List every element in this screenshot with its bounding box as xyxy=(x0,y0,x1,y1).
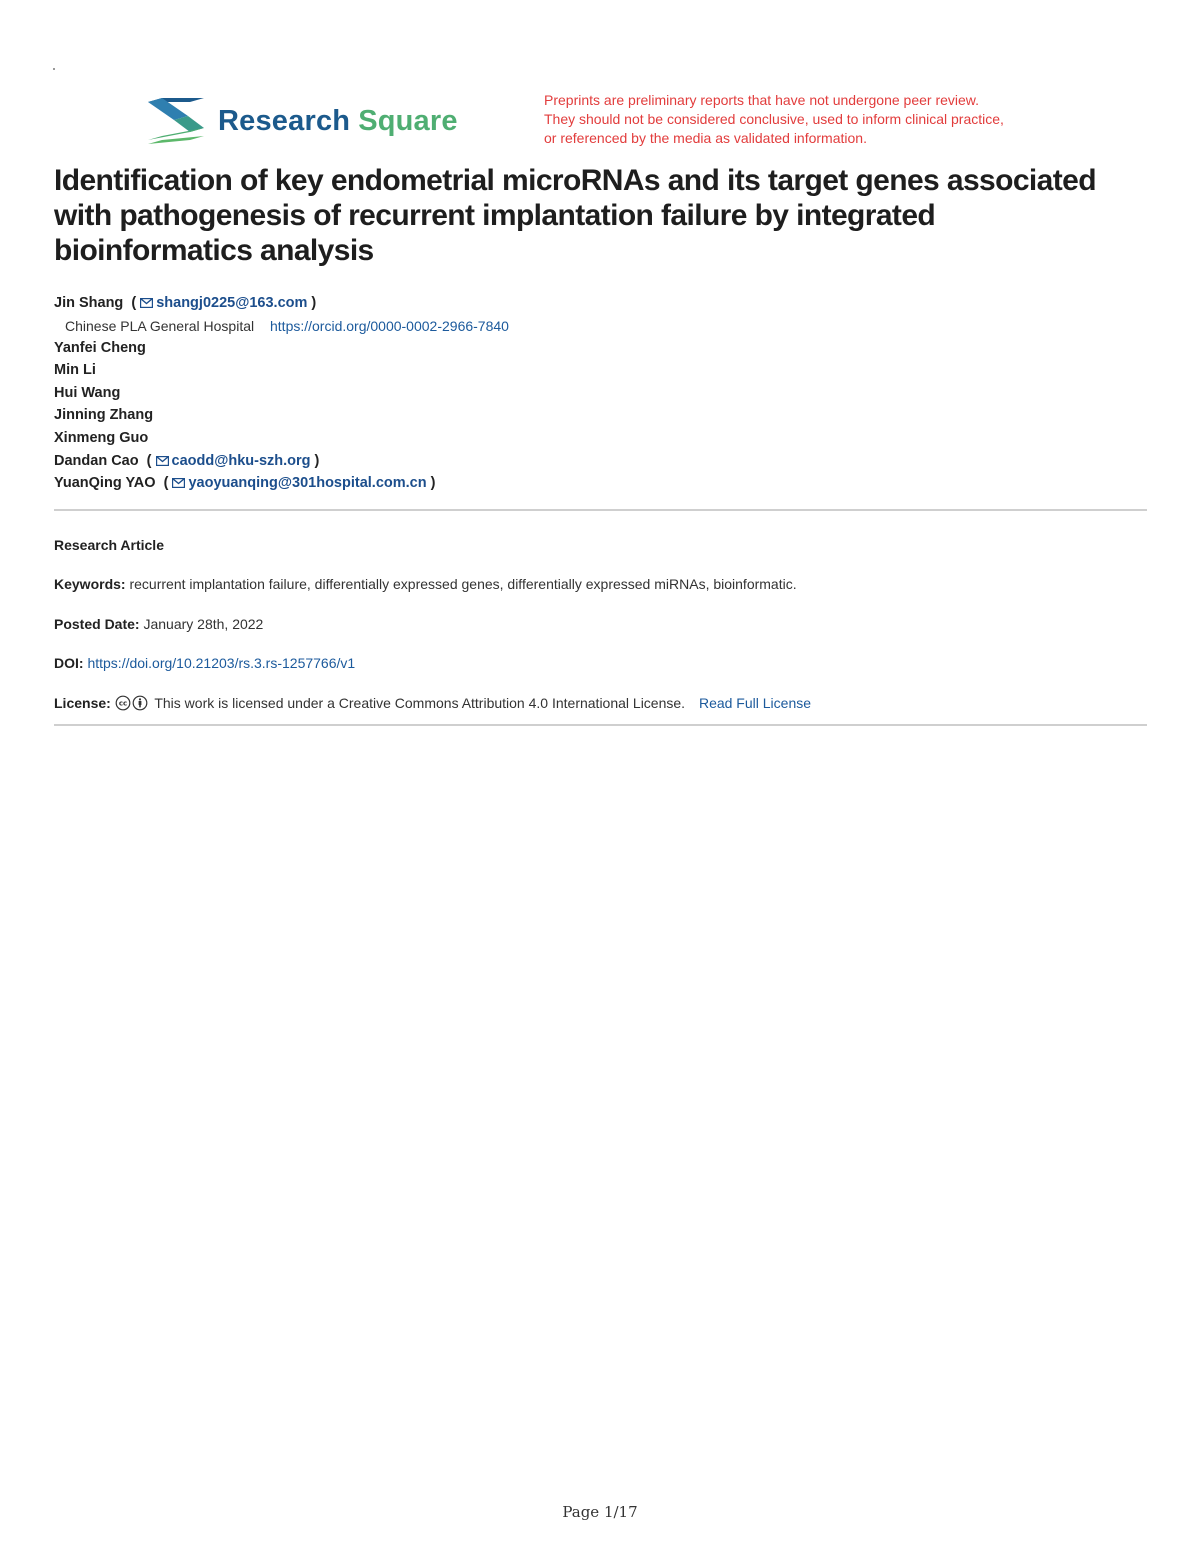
posted-date-label: Posted Date: xyxy=(54,616,140,632)
svg-text:cc: cc xyxy=(118,699,127,708)
author-yuanqing-yao: YuanQing YAO ( yaoyuanqing@301hospital.com.cn ) xyxy=(54,475,436,492)
mail-icon xyxy=(156,456,169,466)
mail-icon xyxy=(140,298,153,308)
disclaimer-line: Preprints are preliminary reports that have not undergone peer review. xyxy=(544,92,980,108)
author-email-link[interactable]: shangj0225@163.com xyxy=(140,295,307,311)
corner-mark xyxy=(53,68,55,70)
author-min-li: Min Li xyxy=(54,362,96,379)
author-name: Jin Shang xyxy=(54,295,124,311)
article-type: Research Article xyxy=(54,537,164,553)
affiliation-name: Chinese PLA General Hospital xyxy=(65,317,255,334)
title-line: with pathogenesis of recurrent implantation failure by integrated xyxy=(54,199,936,232)
license-line xyxy=(54,695,811,711)
author-jinning-zhang: Jinning Zhang xyxy=(54,407,154,424)
doi-link[interactable]: https://doi.org/10.21203/rs.3.rs-1257766/v1 xyxy=(87,655,356,671)
doi-line xyxy=(54,655,355,671)
keywords-label: Keywords: xyxy=(54,576,126,592)
author-jin-shang: Jin Shang ( shangj0225@163.com ) xyxy=(54,295,317,311)
read-full-license-link[interactable]: Read Full License xyxy=(698,695,812,711)
author-xinmeng-guo: Xinmeng Guo xyxy=(54,429,149,446)
author-email-link[interactable]: caodd@hku-szh.org xyxy=(156,453,311,469)
author-hui-wang: Hui Wang xyxy=(54,384,121,401)
author-name: YuanQing YAO xyxy=(54,475,156,492)
author-list xyxy=(54,292,1144,495)
license-text: This work is licensed under a Creative Commons Attribution 4.0 International License. xyxy=(154,695,686,711)
divider xyxy=(54,509,1147,511)
title-line: bioinformatics analysis xyxy=(54,234,374,267)
doi-label: DOI: xyxy=(54,655,84,671)
author-affiliation xyxy=(54,315,1144,337)
mail-icon xyxy=(172,478,185,488)
logo-word-research: Research xyxy=(218,104,351,137)
logo-word-square: Square xyxy=(358,104,458,137)
orcid-link[interactable]: https://orcid.org/0000-0002-2966-7840 xyxy=(270,317,509,334)
author-yanfei-cheng: Yanfei Cheng xyxy=(54,339,146,356)
paper-title xyxy=(54,163,1154,268)
author-email-link[interactable]: yaoyuanqing@301hospital.com.cn xyxy=(172,475,426,491)
title-line: Identification of key endometrial microRNAs and its target genes associated xyxy=(54,164,1096,197)
keywords-line xyxy=(54,576,797,592)
logo-wordmark xyxy=(218,105,458,138)
author-dandan-cao: Dandan Cao ( caodd@hku-szh.org ) xyxy=(54,452,320,469)
divider xyxy=(54,724,1147,726)
posted-date-line xyxy=(54,616,263,632)
author-name: Dandan Cao xyxy=(54,452,139,469)
research-square-logo-icon xyxy=(148,98,204,144)
disclaimer-line: or referenced by the media as validated information. xyxy=(544,130,867,146)
keywords-value: recurrent implantation failure, differentially expressed genes, differentially expressed miRNAs, bioinformatic. xyxy=(129,576,797,592)
research-square-logo[interactable] xyxy=(148,98,458,144)
posted-date-value: January 28th, 2022 xyxy=(143,616,264,632)
creative-commons-icon xyxy=(115,695,149,711)
license-label: License: xyxy=(54,695,111,711)
page-number: Page 1/17 xyxy=(562,1503,638,1521)
preprint-disclaimer xyxy=(544,91,1144,148)
disclaimer-line: They should not be considered conclusive, used to inform clinical practice, xyxy=(544,111,1004,127)
